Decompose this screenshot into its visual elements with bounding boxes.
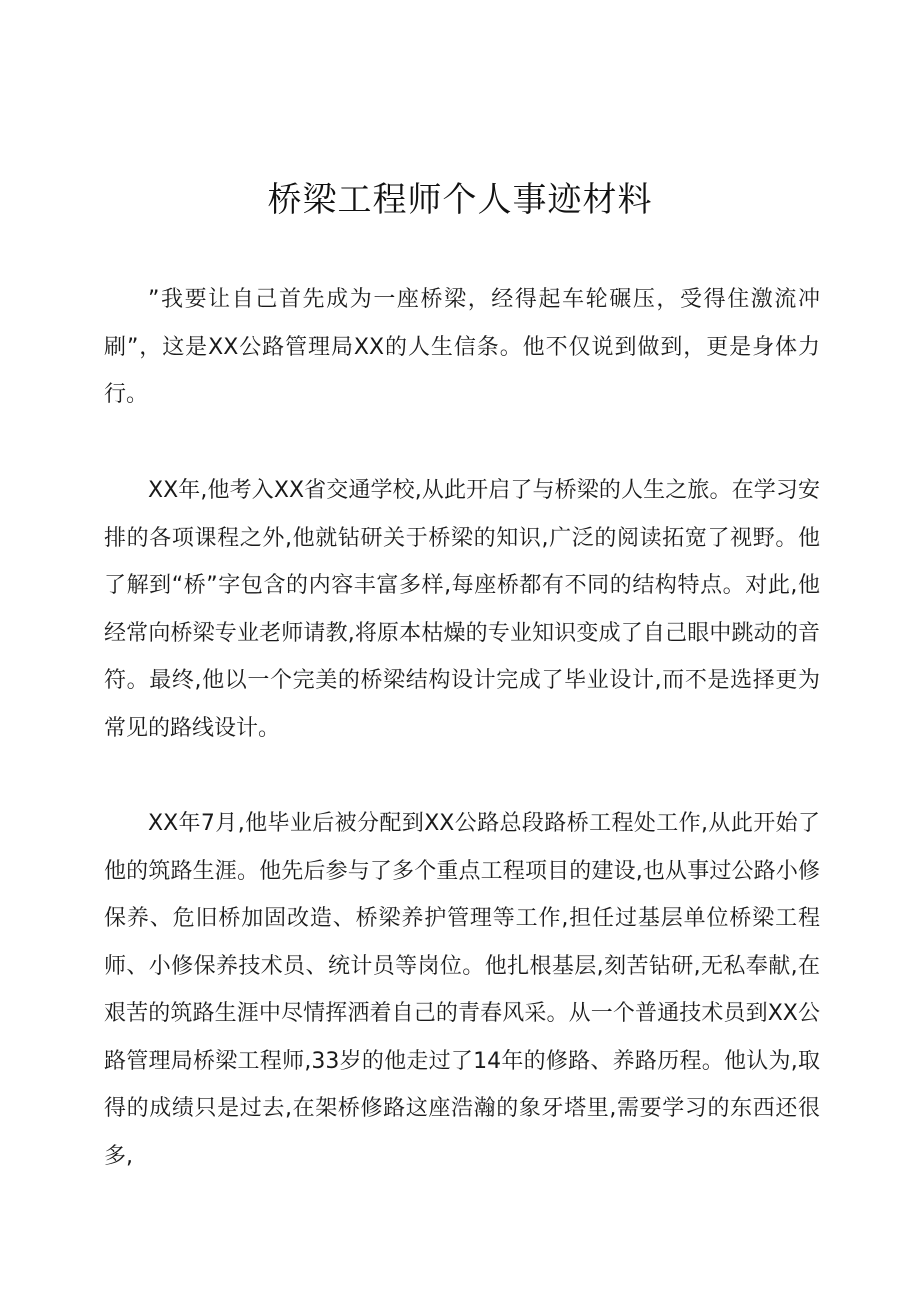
- document-title: 桥梁工程师个人事迹材料: [267, 180, 653, 220]
- paragraph-career: XX年7月,他毕业后被分配到XX公路总段路桥工程处工作,从此开始了他的筑路生涯。他先后参与了多个重点工程项目的建设,也从事过公路小修保养、危旧桥加固改造、桥梁养护管理等工作,担任过基层单位桥梁工程师、小修保养技术员、统计员等岗位。他扎根基层,刻苦钻研,无私奉献,在艰苦的筑路生涯中尽情挥洒着自己的青春风采。从一个普通技术员到XX公路管理局桥梁工程师,33岁的他走过了14年的修路、养路历程。他认为,取得的成绩只是过去,在架桥修路这座浩瀚的象牙塔里,需要学习的东西还很多,: [104, 811, 820, 1169]
- paragraph-intro: ”我要让自己首先成为一座桥梁，经得起车轮碾压，受得住激流冲刷”，这是XX公路管理局XX的人生信条。他不仅说到做到，更是身体力行。: [104, 287, 820, 407]
- paragraph-school: XX年,他考入XX省交通学校,从此开启了与桥梁的人生之旅。在学习安排的各项课程之外,他就钻研关于桥梁的知识,广泛的阅读拓宽了视野。他了解到“桥”字包含的内容丰富多样,每座桥都有不同的结构特点。对此,他经常向桥梁专业老师请教,将原本枯燥的专业知识变成了自己眼中跳动的音符。最终,他以一个完美的桥梁结构设计完成了毕业设计,而不是选择更为常见的路线设计。: [104, 478, 820, 741]
